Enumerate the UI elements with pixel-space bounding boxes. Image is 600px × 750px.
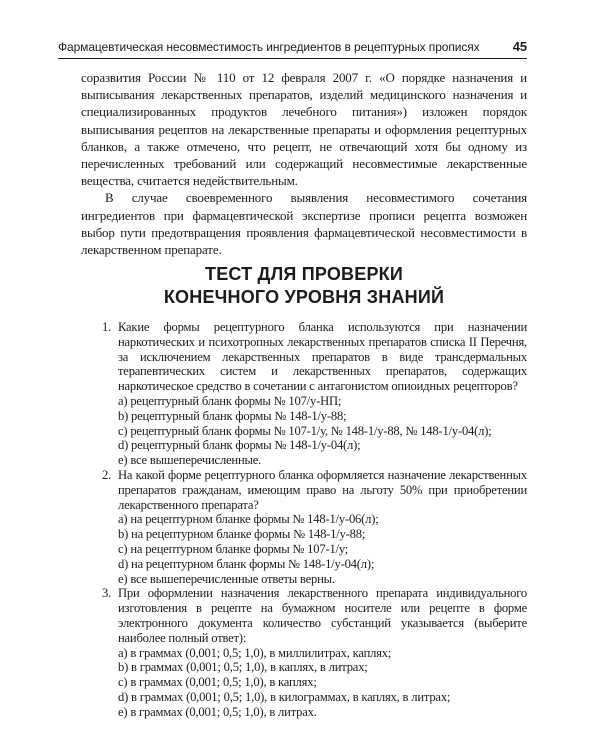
answer-option: а) рецептурный бланк формы № 107/у-НП;	[118, 393, 342, 408]
answer-option: е) в граммах (0,001; 0,5; 1,0), в литрах.	[118, 704, 317, 719]
header-rule	[58, 58, 527, 59]
answer-option: d) на рецептурном бланк формы № 148-1/у-04(л);	[118, 556, 375, 571]
question-3	[81, 586, 527, 719]
answer-option: b) в граммах (0,001; 0,5; 1,0), в каплях, в литрах;	[118, 660, 368, 675]
running-head	[58, 40, 527, 54]
answer-option: d) рецептурный бланк формы № 148-1/у-04(л);	[118, 438, 361, 453]
paragraph-1: соразвития России № 110 от 12 февраля 2007 г. «О порядке назначения и выписывания лекарственных препаратов, изделий медицинского назначения и специализированных продуктов лечебного питания») изложен порядок выписывания рецептов на лекарственные препараты и оформления рецептурных бланков, а также отмечено, что рецепт, не отвечающий хотя бы одному из перечисленных требований или содержащий несовместимые лекарственные вещества, считается недействительным.	[81, 70, 527, 189]
answer-option: b) на рецептурном бланке формы № 148-1/у-88;	[118, 527, 366, 542]
answer-option: е) все вышеперечисленные.	[118, 453, 262, 468]
section-heading-line-1: ТЕСТ ДЛЯ ПРОВЕРКИ	[205, 264, 403, 284]
answer-option: а) в граммах (0,001; 0,5; 1,0), в миллилитрах, каплях;	[118, 645, 392, 660]
running-head-title: Фармацевтическая несовместимость ингредиентов в рецептурных прописях	[58, 40, 480, 54]
question-text: При оформлении назначения лекарственного препарата индивидуального изготовления в рецепте на бумажном носителе или рецепте в форме электронного документа количество субстанций указывается (выберите наиболее полный ответ):	[118, 586, 527, 645]
question-number: 2.	[102, 467, 112, 482]
question-2	[81, 468, 527, 586]
question-list	[81, 320, 527, 720]
question-1	[81, 320, 527, 468]
answer-option: а) на рецептурном бланке формы № 148-1/у-06(л);	[118, 512, 379, 527]
question-text: На какой форме рецептурного бланка оформляется назначение лекарственных препаратов гражданам, имеющим право на льготу 50% при приобретении лекарственного препарата?	[118, 467, 527, 512]
page-number: 45	[512, 39, 527, 54]
answer-option: с) рецептурный бланк формы № 107-1/у, № 148-1/у-88, № 148-1/у-04(л);	[118, 423, 492, 438]
section-heading	[81, 263, 527, 309]
answer-option: d) в граммах (0,001; 0,5; 1,0), в килограммах, в каплях, в литрах;	[118, 689, 451, 704]
answer-option: b) рецептурный бланк формы № 148-1/у-88;	[118, 408, 347, 423]
question-number: 3.	[102, 586, 112, 601]
answer-option: с) в граммах (0,001; 0,5; 1,0), в каплях;	[118, 675, 317, 690]
answer-option: е) все вышеперечисленные ответы верны.	[118, 571, 335, 586]
section-heading-line-2: КОНЕЧНОГО УРОВНЯ ЗНАНИЙ	[163, 287, 445, 307]
question-text: Какие формы рецептурного бланка используются при назначении наркотических и психотропных лекарственных препаратов списка II Перечня, за исключением лекарственных препаратов в виде трансдермальных терапевтических систем и лекарственных препаратов, содержащих наркотическое средство в сочетании с антагонистом опиоидных рецепторов?	[118, 320, 527, 394]
question-number: 1.	[102, 320, 112, 334]
body-text	[81, 69, 527, 258]
paragraph-2: В случае своевременного выявления несовместимого сочетания ингредиентов при фармацевтической экспертизе прописи рецепта возможен выбор пути предотвращения проявления фармацевтической несовместимости в лекарственном препарате.	[81, 190, 527, 258]
answer-option: с) на рецептурном бланке формы № 107-1/у;	[118, 541, 349, 556]
